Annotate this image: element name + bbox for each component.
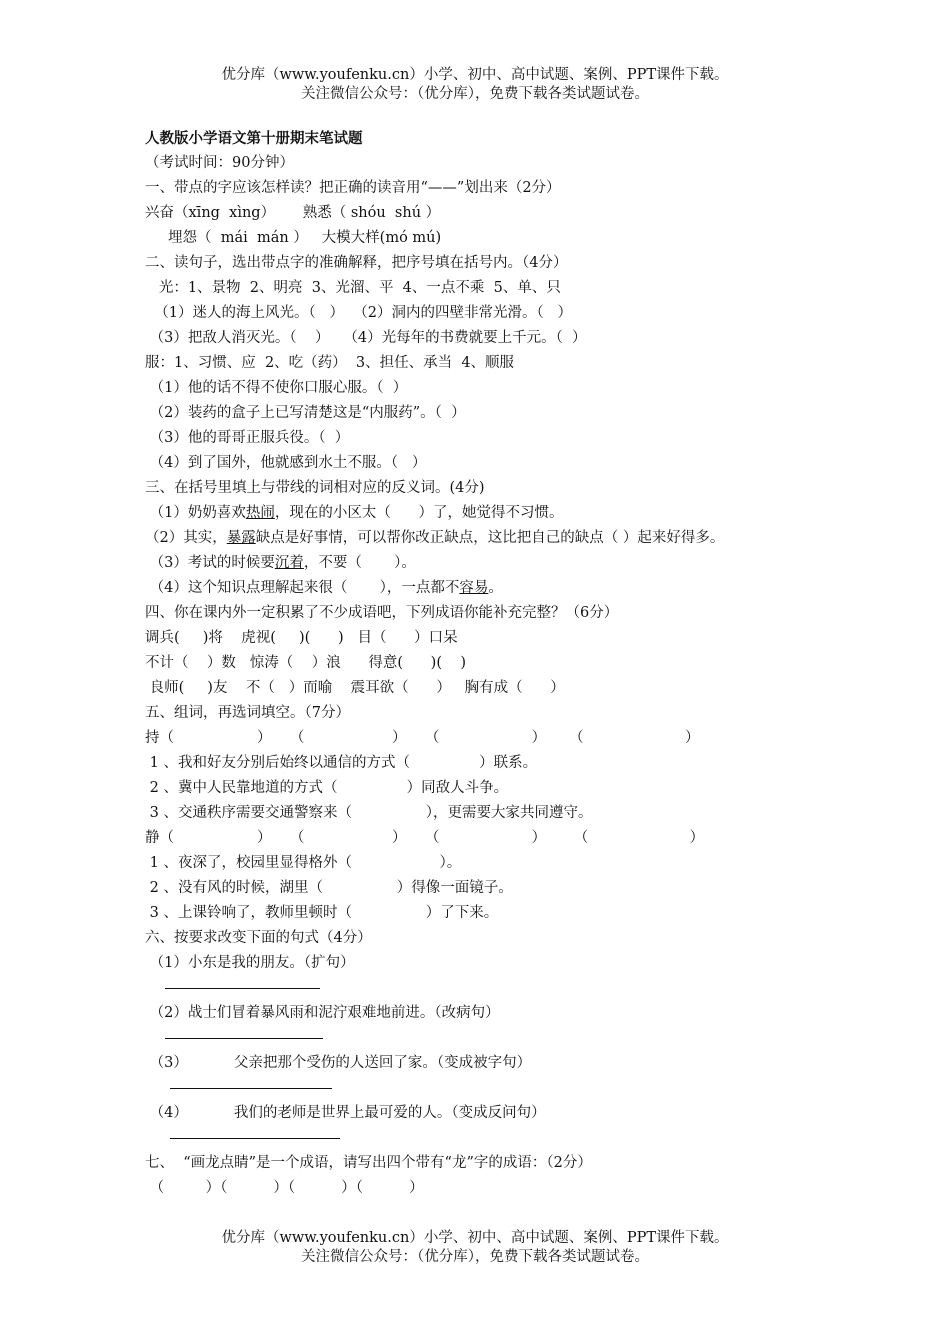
section-6-question: 六、按要求改变下面的句式（4分） [145,930,372,946]
answer-line [145,1026,825,1051]
footer-line-2: 关注微信公众号：（优分库），免费下载各类试题试卷。 [301,1249,649,1265]
section-1-question: 一、带点的字应该怎样读？把正确的读音用“——”划出来（2分） [145,180,561,196]
section-3-item: （1）奶奶喜欢热闹，现在的小区太（ ）了，她觉得不习惯。 [145,505,564,521]
section-4-question: 四、你在课内外一定积累了不少成语吧，下列成语你能补充完整？（6分） [145,605,619,621]
underlined-word: 暴露 [226,530,256,546]
underlined-word: 沉着 [274,555,304,571]
section-6-item: （4） 我们的老师是世界上最可爱的人。（变成反问句） [145,1105,546,1121]
section-2-item: （1）他的话不得不使你口服心服。（ ） [145,380,408,396]
section-2-fu-definitions: 服：1、习惯、应 2、吃（药） 3、担任、承当 4、顺服 [145,355,515,371]
section-5-item: 2 、冀中人民靠地道的方式（ ）同敌人斗争。 [145,780,509,796]
page-footer [0,1229,950,1267]
header-line-2: 关注微信公众号：（优分库），免费下载各类试题试卷。 [301,86,649,102]
section-6-item: （3） 父亲把那个受伤的人送回了家。（变成被字句） [145,1055,532,1071]
underlined-word: 热闹 [245,505,275,521]
section-4-line: 良师( )友 不（ ）而喻 震耳欲（ ） 胸有成（ ） [145,680,565,696]
section-1-line: 兴奋（xīng xìng） 熟悉（ shóu shú ） [145,205,441,221]
underlined-word: 容易 [459,580,489,596]
section-3-item: （4）这个知识点理解起来很（ ），一点都不容易。 [145,580,503,596]
answer-line [145,1076,825,1101]
exam-title: 人教版小学语文第十册期末笔试题 [145,130,363,147]
section-1-line: 埋怨（ mái mán ） 大模大样(mó mú) [145,230,442,246]
section-5-jing-words: 静（ ） （ ） （ ） （ ） [145,830,705,846]
section-2-item: （4）到了国外，他就感到水土不服。（ ） [145,455,427,471]
section-6-item: （1）小东是我的朋友。（扩句） [145,955,355,971]
section-5-item: 2 、没有风的时候，湖里（ ）得像一面镜子。 [145,880,513,896]
header-line-1: 优分库（www.youfenku.cn）小学、初中、高中试题、案例、PPT课件下载。 [221,67,729,83]
answer-line [145,976,825,1001]
section-7-question: 七、 “画龙点睛”是一个成语，请写出四个带有“龙”字的成语：（2分） [145,1155,592,1171]
section-3-item: （3）考试的时候要沉着，不要（ ）。 [145,555,416,571]
section-3-question: 三、在括号里填上与带线的词相对应的反义词。(4分) [145,480,485,496]
section-5-chi-words: 持（ ） （ ） （ ） （ ） [145,730,700,746]
page-header [0,66,950,104]
section-5-item: 3 、交通秩序需要交通警察来（ ），更需要大家共同遵守。 [145,805,593,821]
section-2-item: （3）他的哥哥正服兵役。（ ） [145,430,350,446]
section-2-question: 二、读句子，选出带点字的准确解释，把序号填在括号内。（4分） [145,255,568,271]
section-6-item: （2）战士们冒着暴风雨和泥泞艰难地前进。（改病句） [145,1005,500,1021]
footer-line-1: 优分库（www.youfenku.cn）小学、初中、高中试题、案例、PPT课件下载。 [221,1230,729,1246]
section-5-question: 五、组词，再选词填空。（7分） [145,705,350,721]
section-2-item: （3）把敌人消灭光。（ ） （4）光每年的书费就要上千元。（ ） [145,330,587,346]
exam-body [145,126,825,1201]
section-4-line: 调兵( )将 虎视( )( ) 目（ ）口呆 [145,630,458,646]
section-4-line: 不计（ ）数 惊涛（ ）浪 得意( )( ) [145,655,467,671]
section-2-item: （1）迷人的海上风光。（ ） （2）洞内的四壁非常光滑。（ ） [145,305,573,321]
section-5-item: 3 、上课铃响了，教师里顿时（ ）了下来。 [145,905,499,921]
section-2-item: （2）装药的盒子上已写清楚这是“内服药”。（ ） [145,405,466,421]
section-5-item: 1 、我和好友分别后始终以通信的方式（ ）联系。 [145,755,538,771]
section-3-item: （2）其实，暴露缺点是好事情，可以帮你改正缺点，这比把自己的缺点（ ）起来好得多。 [145,530,725,546]
section-5-item: 1 、夜深了，校园里显得格外（ ）。 [145,855,462,871]
exam-time: （考试时间：90分钟） [145,155,294,171]
section-7-line: （ ）（ ）（ ）（ ） [145,1180,424,1196]
answer-line [145,1126,825,1151]
section-2-guang-definitions: 光：1、景物 2、明亮 3、光溜、平 4、一点不乘 5、单、只 [145,280,561,296]
